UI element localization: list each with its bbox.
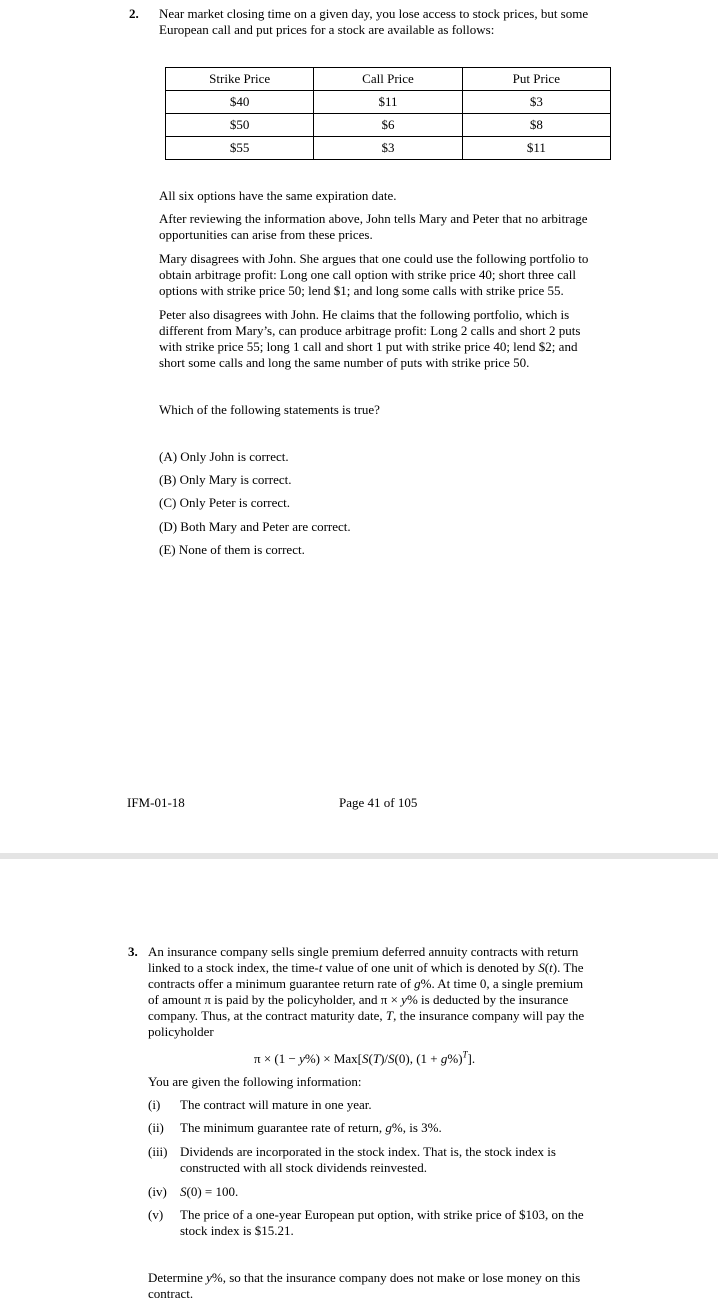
choice-d: (D) Both Mary and Peter are correct. [159, 519, 351, 534]
paragraph-line: After reviewing the information above, John tells Mary and Peter that no arbitrage [159, 211, 588, 226]
choice-e: (E) None of them is correct. [159, 542, 305, 557]
text: %) × Max[ [304, 1051, 362, 1066]
var: y [206, 1270, 212, 1285]
peter-paragraph [159, 307, 639, 371]
page-number: Page 41 of 105 [339, 795, 418, 810]
item-text [180, 1184, 630, 1200]
item-text: The contract will mature in one year. [180, 1097, 372, 1112]
text: %, is 3%. [391, 1120, 442, 1135]
table-cell: $3 [462, 91, 610, 114]
item-text [180, 1120, 630, 1136]
table-row [166, 114, 611, 137]
paragraph-line: An insurance company sells single premium deferred annuity contracts with return [148, 944, 579, 959]
paragraph-line: short some calls and long the same number of puts with strike price 50. [159, 355, 530, 370]
table-cell: $50 [166, 114, 314, 137]
question-prompt: Which of the following statements is true? [159, 402, 380, 417]
var: t [318, 960, 323, 975]
table-row [166, 137, 611, 160]
var: S [538, 960, 545, 975]
question-3-number: 3. [128, 944, 138, 959]
call-price-header: Call Price [314, 68, 462, 91]
put-price-header: Put Price [462, 68, 610, 91]
table-cell: $11 [314, 91, 462, 114]
table-header-row [166, 68, 611, 91]
var: S [180, 1184, 187, 1199]
text: % is deducted by the insurance [406, 992, 569, 1007]
paragraph-line: different from Mary’s, can produce arbitrage profit: Long 2 calls and short 2 puts [159, 323, 581, 338]
table-cell: $6 [314, 114, 462, 137]
table-cell: $8 [462, 114, 610, 137]
text: Dividends are incorporated in the stock index. That is, the stock index is [180, 1144, 556, 1159]
mary-paragraph [159, 251, 639, 299]
paragraph-line [148, 1270, 628, 1286]
intro-line: European call and put prices for a stock are available as follows: [159, 22, 495, 37]
question-2-intro [159, 6, 639, 38]
table-cell: $3 [314, 137, 462, 160]
text: )/ [380, 1051, 389, 1066]
item-label: (v) [148, 1207, 164, 1222]
text: ( [368, 1051, 373, 1066]
text: linked to a stock index, the time- [148, 960, 319, 975]
paragraph-line: with strike price 55; long 1 call and short 1 put with strike price 40; lend $2; and [159, 339, 578, 354]
text: stock index is $15.21. [180, 1223, 294, 1238]
text: ]. [467, 1051, 476, 1066]
paragraph-line: contract. [148, 1286, 194, 1301]
text: company. Thus, at the contract maturity date, [148, 1008, 386, 1023]
var: g [385, 1120, 392, 1135]
text: Determine [148, 1270, 207, 1285]
john-paragraph [159, 211, 639, 243]
item-label: (iii) [148, 1144, 168, 1159]
var: y [401, 992, 407, 1007]
paragraph-line: Peter also disagrees with John. He claims that the following portfolio, which is [159, 307, 570, 322]
var: t [549, 960, 553, 975]
paragraph-line: obtain arbitrage profit: Long one call option with strike price 40; short three call [159, 267, 576, 282]
item-text [180, 1207, 630, 1239]
table-cell: $40 [166, 91, 314, 114]
var: y [299, 1051, 305, 1066]
text: %. At time 0, a single premium [420, 976, 584, 991]
item-label: (i) [148, 1097, 161, 1112]
var: g [440, 1051, 448, 1066]
paragraph-line [148, 1008, 628, 1024]
text: The minimum guarantee rate of return, [180, 1120, 386, 1135]
item-label: (ii) [148, 1120, 164, 1135]
determine-paragraph [148, 1270, 628, 1302]
var: S [388, 1051, 395, 1066]
text: π × (1 − [254, 1051, 300, 1066]
strike-price-header: Strike Price [166, 68, 314, 91]
paragraph-line [148, 976, 628, 992]
text: The price of a one-year European put option, with strike price of $103, on the [180, 1207, 584, 1222]
text: contracts offer a minimum guarantee return rate of [148, 976, 415, 991]
var: S [362, 1051, 369, 1066]
text: (0) = 100. [186, 1184, 239, 1199]
text: %) [447, 1051, 463, 1066]
paragraph-line: Mary disagrees with John. She argues that one could use the following portfolio to [159, 251, 589, 266]
var: T [372, 1051, 381, 1066]
given-heading: You are given the following information: [148, 1074, 362, 1089]
paragraph-line [148, 992, 628, 1008]
table-cell: $55 [166, 137, 314, 160]
page-separator [0, 853, 718, 859]
var: T [385, 1008, 394, 1023]
text: ( [544, 960, 550, 975]
choice-b: (B) Only Mary is correct. [159, 472, 292, 487]
choice-c: (C) Only Peter is correct. [159, 495, 291, 510]
text: (0), (1 + [394, 1051, 441, 1066]
text: value of one unit of which is denoted by [322, 960, 539, 975]
item-text [180, 1144, 630, 1176]
footer-code: IFM-01-18 [127, 795, 185, 810]
paragraph-line: policyholder [148, 1024, 214, 1039]
payout-formula [254, 1051, 475, 1067]
item-label: (iv) [148, 1184, 167, 1199]
choice-a: (A) Only John is correct. [159, 449, 289, 464]
exponent: T [462, 1049, 468, 1060]
paragraph-line: opportunities can arise from these prices. [159, 227, 373, 242]
text: constructed with all stock dividends reinvested. [180, 1160, 427, 1175]
var: g [414, 976, 421, 991]
question-3-intro [148, 944, 628, 1040]
same-expiry-text: All six options have the same expiration date. [159, 188, 397, 203]
paragraph-line: options with strike price 50; lend $1; and long some calls with strike price 55. [159, 283, 564, 298]
intro-line: Near market closing time on a given day, you lose access to stock prices, but some [159, 6, 589, 21]
text: of amount π is paid by the policyholder, and π × [148, 992, 402, 1007]
table-cell: $11 [462, 137, 610, 160]
text: , the insurance company will pay the [393, 1008, 585, 1023]
paragraph-line [148, 960, 628, 976]
option-price-table [165, 67, 611, 160]
question-2-number: 2. [129, 6, 139, 21]
text: ). The [552, 960, 584, 975]
text: %, so that the insurance company does not make or lose money on this [211, 1270, 581, 1285]
table-row [166, 91, 611, 114]
